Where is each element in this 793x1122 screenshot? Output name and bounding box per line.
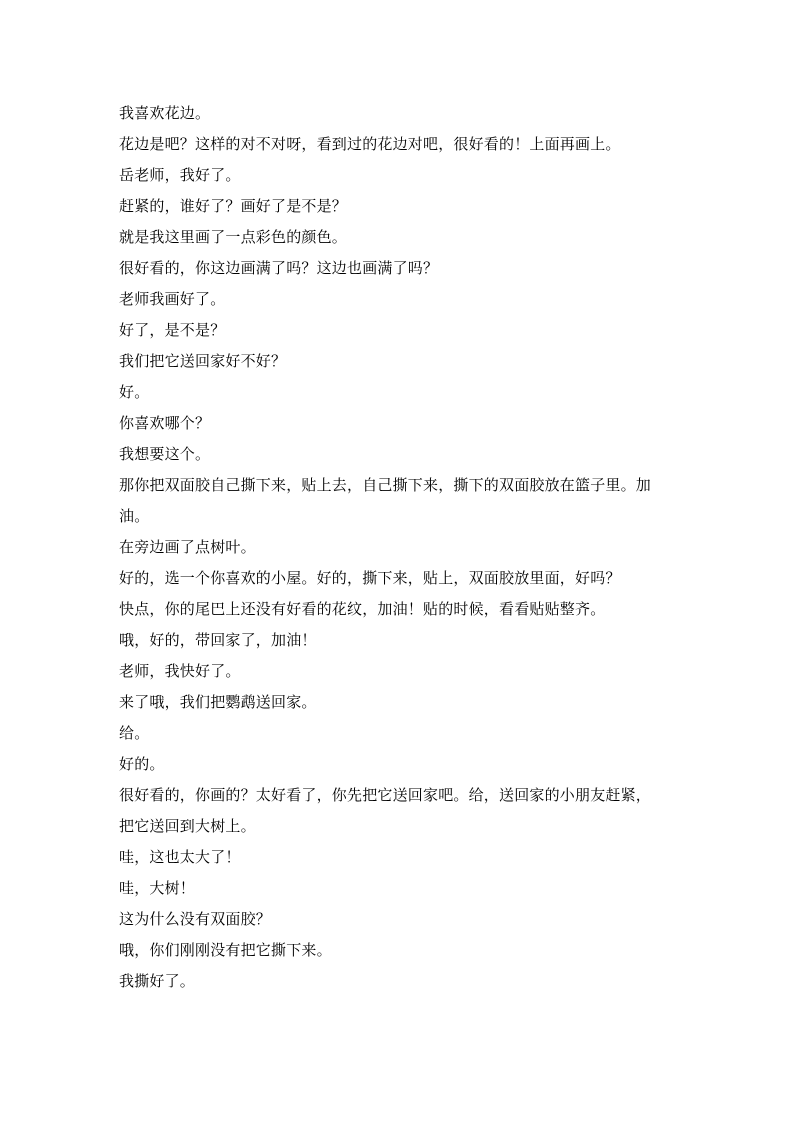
transcript-line: 我撕好了。 <box>119 972 196 990</box>
transcript-line: 哦，你们刚刚没有把它撕下来。 <box>119 941 332 959</box>
transcript-line: 好了，是不是？ <box>119 321 226 339</box>
transcript-line: 我喜欢花边。 <box>119 104 211 122</box>
transcript-line: 我想要这个。 <box>119 445 211 463</box>
transcript-line: 你喜欢哪个？ <box>119 414 211 432</box>
transcript-line: 好。 <box>119 383 150 401</box>
transcript-line: 在旁边画了点树叶。 <box>119 538 256 556</box>
transcript-line: 很好看的，你这边画满了吗？这边也画满了吗？ <box>119 259 439 277</box>
transcript-line: 赶紧的，谁好了？画好了是不是？ <box>119 197 348 215</box>
transcript-line: 快点，你的尾巴上还没有好看的花纹，加油！贴的时候，看看贴贴整齐。 <box>119 600 606 618</box>
transcript-line: 油。 <box>119 507 150 525</box>
transcript-line: 那你把双面胶自己撕下来，贴上去，自己撕下来，撕下的双面胶放在篮子里。加 <box>119 476 652 494</box>
transcript-line: 哦，好的，带回家了，加油！ <box>119 631 317 649</box>
transcript-line: 老师，我快好了。 <box>119 662 241 680</box>
transcript-line: 这为什么没有双面胶？ <box>119 910 272 928</box>
transcript-body <box>119 98 679 997</box>
transcript-line: 岳老师，我好了。 <box>119 166 241 184</box>
transcript-line: 哇，这也太大了！ <box>119 848 241 866</box>
transcript-line: 哇，大树！ <box>119 879 196 897</box>
transcript-line: 老师我画好了。 <box>119 290 226 308</box>
transcript-line: 来了哦，我们把鹦鹉送回家。 <box>119 693 317 711</box>
transcript-line: 好的。 <box>119 755 165 773</box>
transcript-line: 就是我这里画了一点彩色的颜色。 <box>119 228 348 246</box>
transcript-line: 我们把它送回家好不好？ <box>119 352 287 370</box>
transcript-line: 花边是吧？这样的对不对呀，看到过的花边对吧，很好看的！上面再画上。 <box>119 135 621 153</box>
transcript-line: 很好看的，你画的？太好看了，你先把它送回家吧。给，送回家的小朋友赶紧， <box>119 786 652 804</box>
transcript-line: 好的，选一个你喜欢的小屋。好的，撕下来，贴上，双面胶放里面，好吗？ <box>119 569 621 587</box>
transcript-line: 把它送回到大树上。 <box>119 817 256 835</box>
transcript-line: 给。 <box>119 724 150 742</box>
